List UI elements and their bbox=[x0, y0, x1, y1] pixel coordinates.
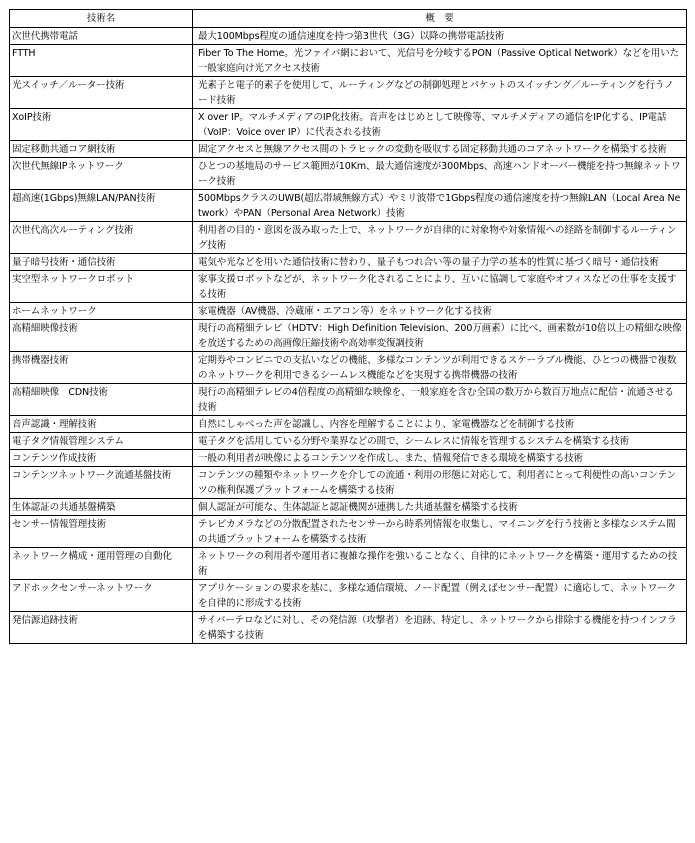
overview-cell: 最大100Mbps程度の通信速度を持つ第3世代（3G）以降の携帯電話技術 bbox=[193, 28, 687, 45]
table-header-row bbox=[10, 10, 687, 28]
overview-cell: コンテンツの種類やネットワークを介しての流通・利用の形態に対応して、利用者にとって利便性の高いコンテンツの権利保護プラットフォームを構築する技術 bbox=[193, 467, 687, 499]
technology-name-cell: 高精細映像技術 bbox=[10, 320, 193, 352]
technology-name-cell: 超高速(1Gbps)無線LAN/PAN技術 bbox=[10, 190, 193, 222]
technology-name-cell: XoIP技術 bbox=[10, 109, 193, 141]
overview-cell: 一般の利用者が映像によるコンテンツを作成し、また、情報発信できる環境を構築する技術 bbox=[193, 450, 687, 467]
technology-name-cell: 次世代無線IPネットワーク bbox=[10, 158, 193, 190]
technology-name-cell: ネットワーク構成・運用管理の自動化 bbox=[10, 548, 193, 580]
header-technology-name: 技術名 bbox=[10, 10, 193, 28]
overview-cell: 利用者の目的・意図を汲み取った上で、ネットワークが自律的に対象物や対象情報への経路を制御するルーティング技術 bbox=[193, 222, 687, 254]
technology-name-cell: 電子タグ情報管理システム bbox=[10, 433, 193, 450]
overview-cell: アプリケーションの要求を基に、多様な通信環境、ノード配置（例えばセンサー配置）に適応して、ネットワークを自律的に形成する技術 bbox=[193, 580, 687, 612]
overview-cell: 現行の高精細テレビ（HDTV：High Definition Television、200万画素）に比べ、画素数が10倍以上の精細な映像を放送するための高画像圧縮技術や高効率変復調技術 bbox=[193, 320, 687, 352]
technology-name-cell: 光スイッチ／ルーター技術 bbox=[10, 77, 193, 109]
overview-cell: X over IP。マルチメディアのIP化技術。音声をはじめとして映像等、マルチメディアの通信をIP化する、IP電話（VoIP：Voice over IP）に代表される技術 bbox=[193, 109, 687, 141]
technology-name-cell: 固定移動共通コア網技術 bbox=[10, 141, 193, 158]
table-row bbox=[10, 222, 687, 254]
technology-name-cell: ホームネットワーク bbox=[10, 303, 193, 320]
technology-name-cell: 実空型ネットワークロボット bbox=[10, 271, 193, 303]
table-row bbox=[10, 303, 687, 320]
technology-name-cell: コンテンツ作成技術 bbox=[10, 450, 193, 467]
technology-name-cell: FTTH bbox=[10, 45, 193, 77]
overview-cell: 現行の高精細テレビの4倍程度の高精細な映像を、一般家庭を含む全国の数万から数百万地点に配信・流通させる技術 bbox=[193, 384, 687, 416]
overview-cell: 電子タグを活用している分野や業界などの間で、シームレスに情報を管理するシステムを構築する技術 bbox=[193, 433, 687, 450]
table-row bbox=[10, 450, 687, 467]
table-row bbox=[10, 499, 687, 516]
overview-cell: サイバーテロなどに対し、その発信源（攻撃者）を追跡、特定し、ネットワークから排除する機能を持つインフラを構築する技術 bbox=[193, 612, 687, 644]
overview-cell: 家電機器（AV機器、冷蔵庫・エアコン等）をネットワーク化する技術 bbox=[193, 303, 687, 320]
table-row bbox=[10, 320, 687, 352]
table-row bbox=[10, 384, 687, 416]
technology-name-cell: センサー情報管理技術 bbox=[10, 516, 193, 548]
table-row bbox=[10, 612, 687, 644]
overview-cell: ひとつの基地局のサービス範囲が10Km、最大通信速度が300Mbps、高速ハンドオーバー機能を持つ無線ネットワーク技術 bbox=[193, 158, 687, 190]
table-row bbox=[10, 28, 687, 45]
technology-name-cell: 生体認証の共通基盤構築 bbox=[10, 499, 193, 516]
technology-name-cell: コンテンツネットワーク流通基盤技術 bbox=[10, 467, 193, 499]
table-row bbox=[10, 467, 687, 499]
overview-cell: Fiber To The Home。光ファイバ網において、光信号を分岐するPON（Passive Optical Network）などを用いた一般家庭向け光アクセス技術 bbox=[193, 45, 687, 77]
table-row bbox=[10, 352, 687, 384]
table-row bbox=[10, 109, 687, 141]
table-row bbox=[10, 158, 687, 190]
technology-table bbox=[9, 9, 687, 644]
overview-cell: 光素子と電子的素子を使用して、ルーティングなどの制御処理とパケットのスイッチング／ルーティングを行うノード技術 bbox=[193, 77, 687, 109]
table-row bbox=[10, 190, 687, 222]
technology-name-cell: 次世代高次ルーティング技術 bbox=[10, 222, 193, 254]
technology-name-cell: 量子暗号技術・通信技術 bbox=[10, 254, 193, 271]
overview-cell: 自然にしゃべった声を認識し、内容を理解することにより、家電機器などを制御する技術 bbox=[193, 416, 687, 433]
overview-cell: 家事支援ロボットなどが、ネットワーク化されることにより、互いに協調して家庭やオフィスなどの仕事を支援する技術 bbox=[193, 271, 687, 303]
technology-name-cell: 携帯機器技術 bbox=[10, 352, 193, 384]
overview-cell: 個人認証が可能な、生体認証と認証機関が連携した共通基盤を構築する技術 bbox=[193, 499, 687, 516]
table-row bbox=[10, 254, 687, 271]
technology-name-cell: 音声認識・理解技術 bbox=[10, 416, 193, 433]
overview-cell: テレビカメラなどの分散配置されたセンサーから時系列情報を収集し、マイニングを行う技術と多様なシステム間の共通プラットフォームを構築する技術 bbox=[193, 516, 687, 548]
technology-name-cell: 発信源追跡技術 bbox=[10, 612, 193, 644]
overview-cell: ネットワークの利用者や運用者に複雑な操作を強いることなく、自律的にネットワークを構築・運用するための技術 bbox=[193, 548, 687, 580]
table-row bbox=[10, 77, 687, 109]
table-row bbox=[10, 516, 687, 548]
technology-name-cell: アドホックセンサーネットワーク bbox=[10, 580, 193, 612]
table-row bbox=[10, 548, 687, 580]
header-overview: 概 要 bbox=[193, 10, 687, 28]
table-row bbox=[10, 580, 687, 612]
table-row bbox=[10, 45, 687, 77]
technology-name-cell: 高精細映像 CDN技術 bbox=[10, 384, 193, 416]
overview-cell: 500MbpsクラスのUWB(超広帯域無線方式）やミリ波帯で1Gbps程度の通信速度を持つ無線LAN（Local Area Network）やPAN（Personal Area Network）技術 bbox=[193, 190, 687, 222]
technology-name-cell: 次世代携帯電話 bbox=[10, 28, 193, 45]
table-row bbox=[10, 416, 687, 433]
overview-cell: 固定アクセスと無線アクセス間のトラヒックの変動を吸収する固定移動共通のコアネットワークを構築する技術 bbox=[193, 141, 687, 158]
table-row bbox=[10, 433, 687, 450]
table-row bbox=[10, 271, 687, 303]
overview-cell: 電気や光などを用いた通信技術に替わり、量子もつれ合い等の量子力学の基本的性質に基づく暗号・通信技術 bbox=[193, 254, 687, 271]
overview-cell: 定期券やコンビニでの支払いなどの機能、多様なコンテンツが利用できるスケーラブル機能、ひとつの機器で複数のネットワークを利用できるシームレス機能などを実現する携帯機器の技術 bbox=[193, 352, 687, 384]
table-row bbox=[10, 141, 687, 158]
